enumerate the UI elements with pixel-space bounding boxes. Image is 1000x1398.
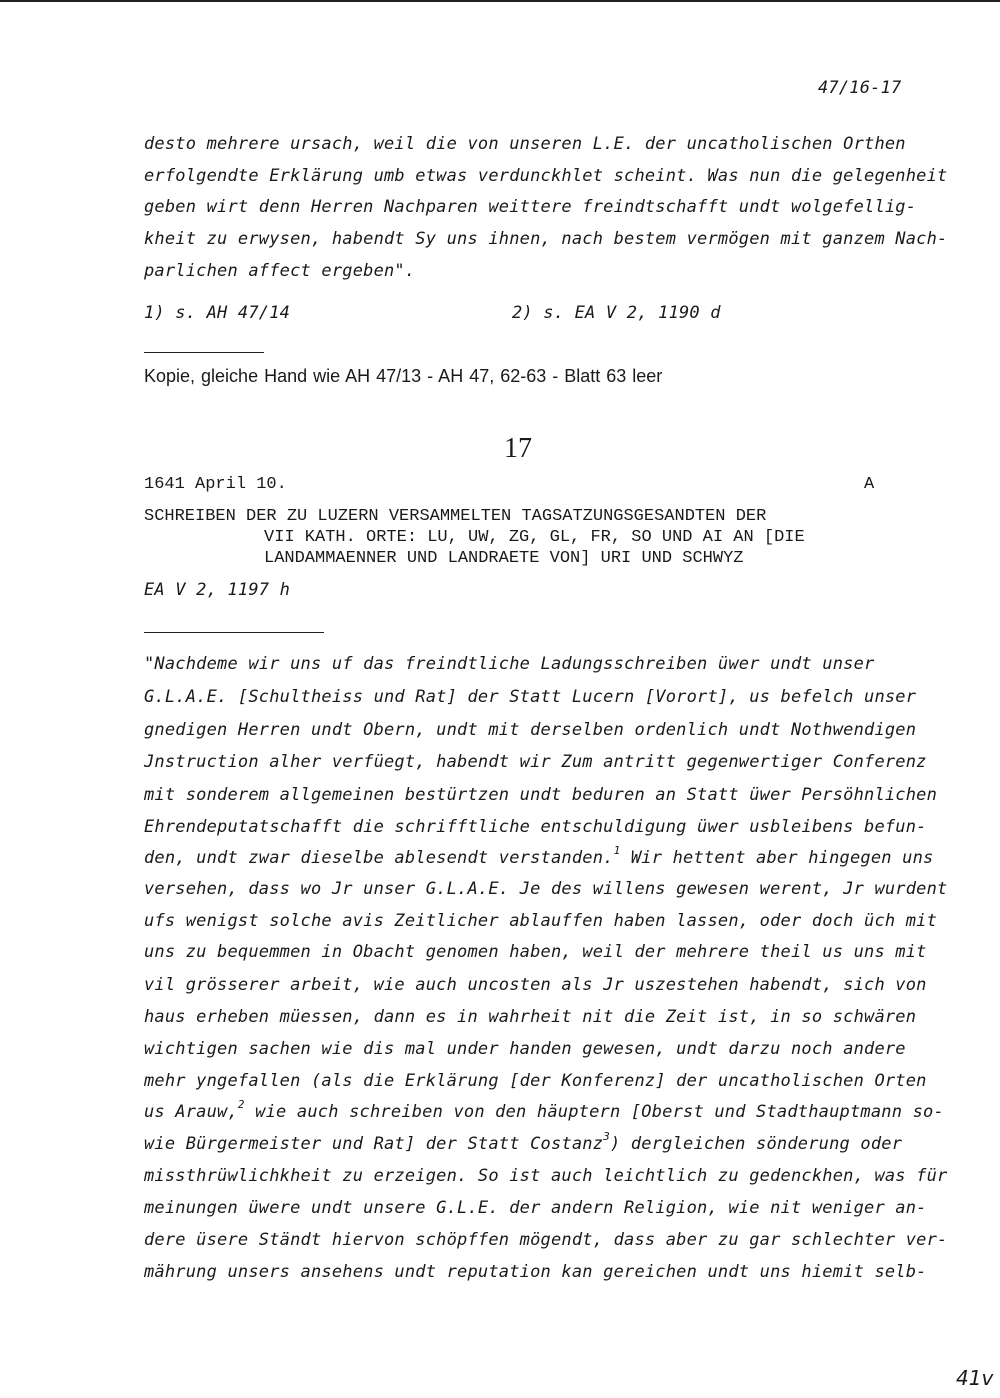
text-line: dere üsere Ständt hiervon schöpffen mögendt, dass aber zu gar schlechter ver- bbox=[144, 1230, 948, 1250]
text-line: G.L.A.E. [Schultheiss und Rat] der Statt Lucern [Vorort], us befelch unser bbox=[144, 687, 917, 707]
footnote-marker: 3 bbox=[603, 1130, 610, 1144]
text-line: Jnstruction alher verfüegt, habendt wir Zum antritt gegenwertiger Conferenz bbox=[144, 752, 927, 772]
entry-date: 1641 April 10. bbox=[144, 475, 287, 494]
handwritten-folio-mark: 41v bbox=[956, 1366, 994, 1390]
text-line: wichtigen sachen wie dis mal under handen gewesen, undt darzu noch andere bbox=[144, 1039, 906, 1059]
text-segment: ) dergleichen sönderung oder bbox=[609, 1134, 903, 1154]
text-segment: den, undt zwar dieselbe ablesendt verstanden. bbox=[144, 848, 614, 868]
text-line: kheit zu erwysen, habendt Sy uns ihnen, nach bestem vermögen mit ganzem Nach- bbox=[144, 229, 948, 249]
text-line: "Nachdeme wir uns uf das freindtliche Ladungsschreiben üwer undt unser bbox=[144, 654, 875, 674]
text-line bbox=[144, 1098, 944, 1122]
text-line: parlichen affect ergeben". bbox=[144, 261, 416, 281]
text-line: geben wirt denn Herren Nachparen weittere freindtschafft undt wolgefellig- bbox=[144, 197, 917, 217]
text-line: vil grösserer arbeit, wie auch uncosten als Jr uszestehen habendt, sich von bbox=[144, 975, 927, 995]
text-line: gnedigen Herren undt Obern, undt mit derselben ordenlich undt Nothwendigen bbox=[144, 720, 917, 740]
text-segment: us Arauw, bbox=[144, 1102, 238, 1122]
text-segment: wie auch schreiben von den häuptern [Oberst und Stadthauptmann so- bbox=[244, 1102, 944, 1122]
text-line: mehr yngefallen (als die Erklärung [der Konferenz] der uncatholischen Orten bbox=[144, 1071, 927, 1091]
source-note: Kopie, gleiche Hand wie AH 47/13 - AH 47, 62-63 - Blatt 63 leer bbox=[144, 366, 663, 386]
text-line: uns zu bequemmen in Obacht genomen haben, weil der mehrere theil us uns mit bbox=[144, 942, 927, 962]
text-line bbox=[144, 844, 934, 868]
text-line: missthrüwlichkheit zu erzeigen. So ist auch leichtlich zu gedenckhen, was für bbox=[144, 1166, 948, 1186]
separator-rule bbox=[144, 632, 324, 633]
entry-letter: A bbox=[864, 475, 875, 494]
text-line: haus erheben müessen, dann es in wahrheit nit die Zeit ist, in so schwären bbox=[144, 1007, 917, 1027]
text-segment: wie Bürgermeister und Rat] der Statt Costanz bbox=[144, 1134, 604, 1154]
text-line: versehen, dass wo Jr unser G.L.A.E. Je des willens gewesen werent, Jr wurdent bbox=[144, 879, 948, 899]
text-line: ufs wenigst solche avis Zeitlicher ablauffen haben lassen, oder doch üch mit bbox=[144, 911, 938, 931]
page-top-border bbox=[0, 0, 1000, 2]
title-line: LANDAMMAENNER UND LANDRAETE VON] URI UND SCHWYZ bbox=[264, 549, 744, 568]
title-line: SCHREIBEN DER ZU LUZERN VERSAMMELTEN TAGSATZUNGSGESANDTEN DER bbox=[144, 507, 767, 526]
text-line: mährung unsers ansehens undt reputation kan gereichen undt uns hiemit selb- bbox=[144, 1262, 927, 1282]
text-line: desto mehrere ursach, weil die von unseren L.E. der uncatholischen Orthen bbox=[144, 134, 906, 154]
footnote-2: 2) s. EA V 2, 1190 d bbox=[512, 303, 721, 323]
entry-reference: EA V 2, 1197 h bbox=[144, 580, 291, 600]
text-line: meinungen üwere undt unsere G.L.E. der andern Religion, wie nit weniger an- bbox=[144, 1198, 927, 1218]
text-line bbox=[144, 1130, 903, 1154]
footnote-marker: 1 bbox=[613, 844, 621, 858]
text-segment: Wir hettent aber hingegen uns bbox=[620, 848, 934, 868]
footnote-1: 1) s. AH 47/14 bbox=[144, 303, 291, 323]
page-reference: 47/16-17 bbox=[818, 78, 902, 98]
document-number: 17 bbox=[504, 433, 532, 464]
text-line: mit sonderem allgemeinen bestürtzen undt beduren an Statt üwer Persöhnlichen bbox=[144, 785, 938, 805]
footnote-marker: 2 bbox=[237, 1098, 245, 1112]
title-line: VII KATH. ORTE: LU, UW, ZG, GL, FR, SO UND AI AN [DIE bbox=[264, 528, 805, 547]
text-line: erfolgendte Erklärung umb etwas verdunckhlet scheint. Was nun die gelegenheit bbox=[144, 166, 948, 186]
separator-rule bbox=[144, 352, 264, 353]
text-line: Ehrendeputatschafft die schrifftliche entschuldigung üwer usbleibens befun- bbox=[144, 817, 927, 837]
